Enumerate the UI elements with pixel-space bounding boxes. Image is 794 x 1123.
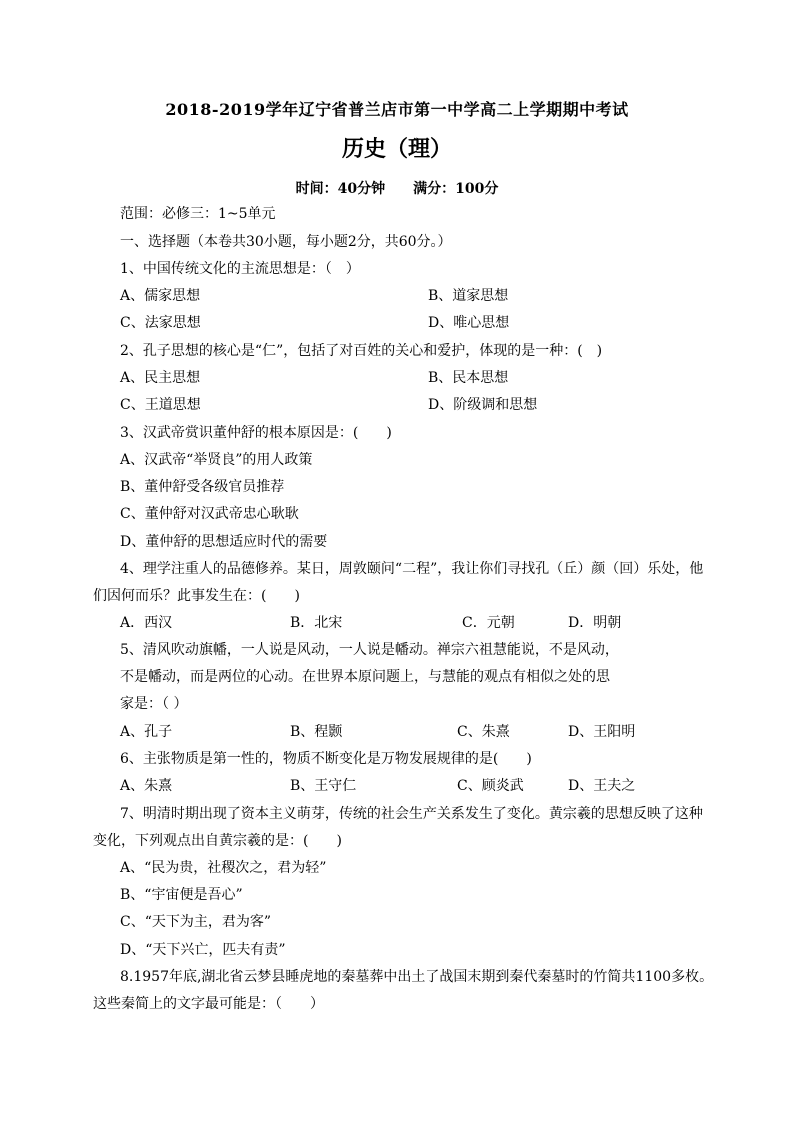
- question-4-stem-line-2: 们因何而乐？此事发生在：( ): [93, 588, 300, 604]
- q1-option-d: D、唯心思想: [428, 315, 510, 331]
- q2-option-a: A、民主思想: [120, 370, 201, 386]
- q5-option-d: D、王阳明: [568, 724, 636, 740]
- q6-option-c: C、顾炎武: [457, 778, 524, 794]
- q1-option-a: A、儒家思想: [120, 288, 201, 304]
- question-2-stem: 2、孔子思想的核心是“仁”，包括了对百姓的关心和爱护，体现的是一种：( ): [120, 343, 603, 359]
- q3-option-b: B、董仲舒受各级官员推荐: [120, 479, 285, 495]
- q6-option-d: D、王夫之: [568, 778, 636, 794]
- question-5-stem-line-2: 不是幡动，而是两位的心动。在世界本原问题上，与慧能的观点有相似之处的思: [120, 669, 610, 685]
- q1-option-b: B、道家思想: [428, 288, 509, 304]
- subject-title: 历史（理）: [341, 136, 452, 162]
- question-4-stem-line-1: 4、理学注重人的品德修养。某日，周敦颐问“二程”，我让你们寻找孔（丘）颜（回）乐处，他: [120, 561, 704, 577]
- q4-option-d: D．明朝: [568, 615, 622, 631]
- question-1-stem: 1、中国传统文化的主流思想是：（ ）: [120, 261, 360, 277]
- question-3-stem: 3、汉武帝赏识董仲舒的根本原因是：( ): [120, 425, 392, 441]
- q5-option-c: C、朱熹: [457, 724, 510, 740]
- full-score: 满分：100分: [413, 181, 499, 197]
- question-7-stem-line-2: 变化，下列观点出自黄宗羲的是：( ): [93, 833, 342, 849]
- question-5-stem-line-3: 家是：（ ）: [120, 696, 188, 712]
- question-7-stem-line-1: 7、明清时期出现了资本主义萌芽，传统的社会生产关系发生了变化。黄宗羲的思想反映了这种: [120, 806, 703, 822]
- time-limit: 时间：40分钟: [295, 181, 386, 197]
- q1-option-c: C、法家思想: [120, 315, 201, 331]
- q2-option-c: C、王道思想: [120, 397, 201, 413]
- section-heading: 一、选择题（本卷共30小题，每小题2分，共60分。）: [120, 234, 452, 250]
- q7-option-d: D、“天下兴亡，匹夫有责”: [120, 942, 286, 958]
- q4-option-a: A．西汉: [120, 615, 173, 631]
- q4-option-b: B．北宋: [290, 615, 343, 631]
- q3-option-d: D、董仲舒的思想适应时代的需要: [120, 534, 328, 550]
- question-5-stem-line-1: 5、清风吹动旗幡，一人说是风动，一人说是幡动。禅宗六祖慧能说，不是风动，: [120, 642, 619, 658]
- q3-option-c: C、董仲舒对汉武帝忠心耿耿: [120, 506, 299, 522]
- q2-option-b: B、民本思想: [428, 370, 509, 386]
- q7-option-c: C、“天下为主，君为客”: [120, 914, 272, 930]
- question-8-stem-line-2: 这些秦简上的文字最可能是：（ ）: [93, 996, 324, 1012]
- q2-option-d: D、阶级调和思想: [428, 397, 538, 413]
- q5-option-a: A、孔子: [120, 724, 173, 740]
- q6-option-b: B、王守仁: [290, 778, 357, 794]
- question-8-stem-line-1: 8.1957年底,湖北省云梦县睡虎地的秦墓葬中出土了战国末期到秦代秦墓时的竹简共1100多枚。: [120, 969, 714, 985]
- q5-option-b: B、程颢: [290, 724, 343, 740]
- q7-option-a: A、“民为贵，社稷次之，君为轻”: [120, 860, 327, 876]
- scope-line: 范围：必修三：1~5单元: [120, 206, 276, 222]
- q7-option-b: B、“宇宙便是吾心”: [120, 887, 243, 903]
- q3-option-a: A、汉武帝“举贤良”的用人政策: [120, 452, 313, 468]
- exam-info: [0, 178, 794, 198]
- q6-option-a: A、朱熹: [120, 778, 173, 794]
- question-6-stem: 6、主张物质是第一性的，物质不断变化是万物发展规律的是( ): [120, 751, 532, 767]
- exam-title: 2018-2019学年辽宁省普兰店市第一中学高二上学期期中考试: [165, 100, 629, 119]
- q4-option-c: C．元朝: [462, 615, 515, 631]
